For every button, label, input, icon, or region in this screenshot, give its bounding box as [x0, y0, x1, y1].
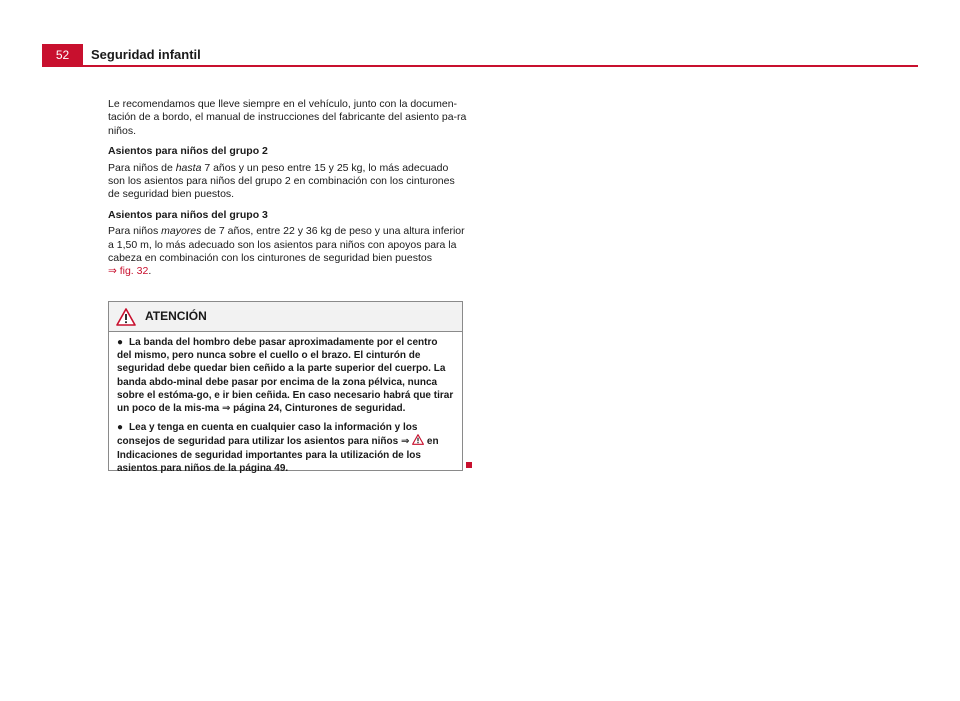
group2-text-pre: Para niños de: [108, 161, 176, 174]
group3-heading: Asientos para niños del grupo 3: [108, 208, 268, 221]
warning-box: [108, 301, 463, 474]
section-end-marker: [466, 462, 472, 468]
group3-paragraph: [108, 225, 468, 279]
page-header: [42, 44, 918, 66]
warning-body: [109, 332, 462, 475]
inline-warning-icon[interactable]: [412, 434, 424, 445]
intro-paragraph: Le recomendamos que lleve siempre en el vehículo, junto con la documen-tación de a bordo, el manual de instrucciones del fabricante del asiento pa-ra niños.: [108, 98, 467, 137]
group2-text-post: 7 años y un peso entre 15 y 25 kg, lo más adecuado son los asientos para niños del grupo 2 en combinación con los cinturones de seguridad bien puestos.: [108, 161, 455, 201]
warning-item: [117, 421, 454, 475]
bullet: ●: [117, 337, 124, 348]
warning-item-text: La banda del hombro debe pasar aproximadamente por el centro del mismo, pero nunca sobre el cuello o el brazo. El cinturón de seguridad debe quedar bien ceñido a la parte superior del cuerpo. La banda abdo-minal debe pasar por encima de la zona pélvica, nunca sobre el estóma-go, e ir bien ceñida. En caso necesario habrá que tirar un poco de la mis-ma ⇒ página 24, Cinturones de seguridad.: [117, 337, 454, 415]
page-number: 52: [42, 44, 83, 66]
warning-item: [117, 336, 454, 415]
group3-text-pre: Para niños: [108, 225, 162, 238]
warning-title: ATENCIÓN: [145, 309, 207, 323]
section-title: Seguridad infantil: [91, 47, 201, 62]
warning-item-text: Lea y tenga en cuenta en cualquier caso la información y los consejos de seguridad para utilizar los asientos para niños ⇒: [117, 422, 418, 448]
warning-item-text: en Indicaciones de seguridad importantes para la utilización de los asientos para niños de la página 49.: [117, 436, 439, 474]
group3-text-emphasis: mayores: [161, 225, 202, 238]
group2-text-emphasis: hasta: [175, 161, 202, 174]
figure-link[interactable]: ⇒ fig. 32: [108, 265, 149, 278]
warning-header: [109, 302, 462, 332]
main-text-column: [108, 98, 468, 286]
group3-text-post: de 7 años, entre 22 y 36 kg de peso y una altura inferior a 1,50 m, lo más adecuado son los asientos para niños con apoyos para la cabeza en combinación con los cinturones de seguridad bien puestos: [108, 225, 465, 265]
warning-triangle-icon: [116, 308, 136, 326]
bullet: ●: [117, 422, 124, 434]
group2-paragraph: [108, 162, 468, 202]
header-rule: [42, 65, 918, 67]
group3-period: .: [148, 265, 152, 278]
group2-heading: Asientos para niños del grupo 2: [108, 145, 268, 158]
